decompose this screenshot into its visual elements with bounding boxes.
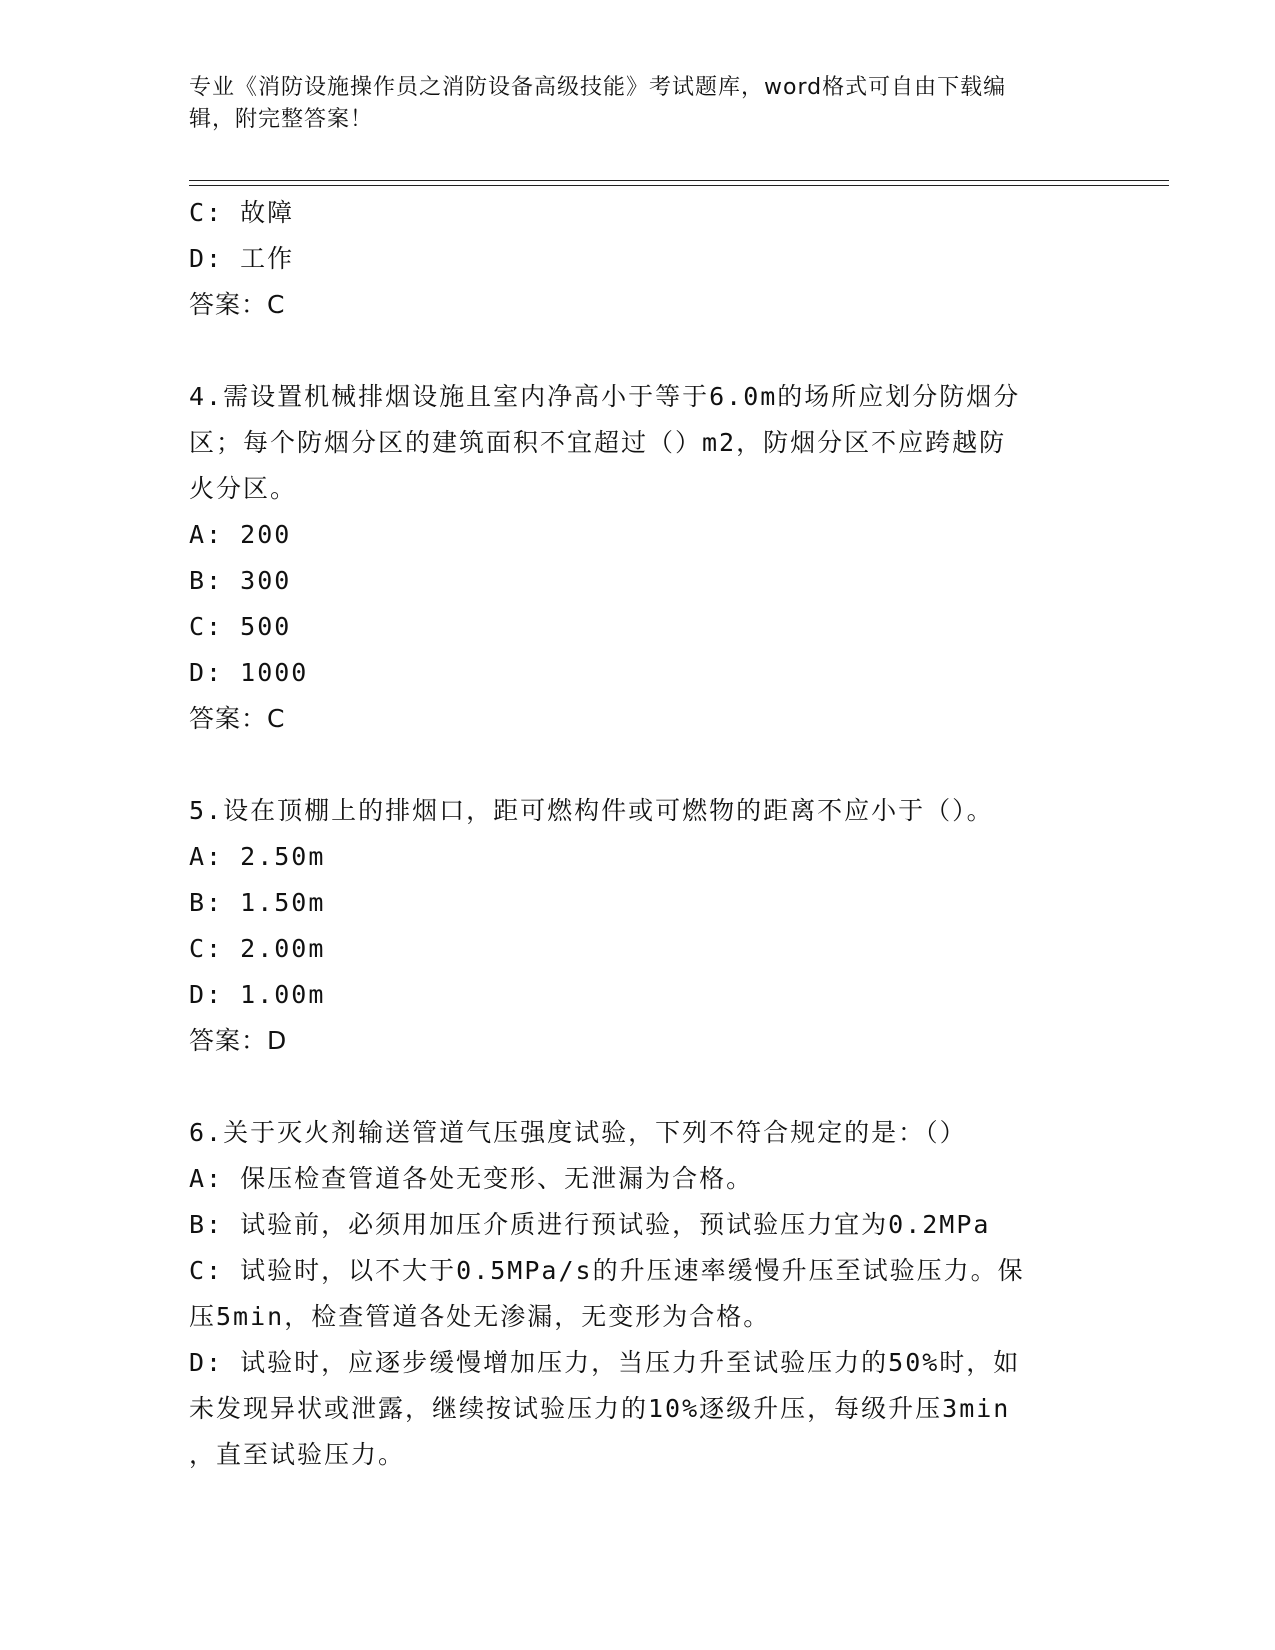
q4-option-c: C: 500 <box>189 612 292 641</box>
q6-stem-line-1: 6.关于灭火剂输送管道气压强度试验，下列不符合规定的是：（） <box>189 1118 967 1147</box>
header-divider-top <box>189 180 1169 181</box>
q5-answer: 答案：D <box>189 1026 288 1055</box>
q4-option-d: D: 1000 <box>189 658 309 687</box>
q5-option-d: D: 1.00m <box>189 980 326 1009</box>
prev-option-d: D: 工作 <box>189 244 295 273</box>
q4-answer: 答案：C <box>189 704 286 733</box>
q6-option-d-line-2: 未发现异状或泄露，继续按试验压力的10%逐级升压，每级升压3min <box>189 1394 1011 1423</box>
q6-option-c-line-2: 压5min，检查管道各处无渗漏，无变形为合格。 <box>189 1302 771 1331</box>
q6-option-d-line-1: D: 试验时，应逐步缓慢增加压力，当压力升至试验压力的50%时，如 <box>189 1348 1021 1377</box>
spacer <box>189 328 1089 374</box>
header-divider-bottom <box>189 185 1169 186</box>
q5-option-a: A: 2.50m <box>189 842 326 871</box>
q5-option-b: B: 1.50m <box>189 888 326 917</box>
question-content <box>189 190 1089 1478</box>
q4-option-a: A: 200 <box>189 520 292 549</box>
document-header <box>189 72 1069 136</box>
header-line-1: 专业《消防设施操作员之消防设备高级技能》考试题库，word格式可自由下载编 <box>189 75 1007 100</box>
prev-answer: 答案：C <box>189 290 286 319</box>
q5-stem-line-1: 5.设在顶棚上的排烟口，距可燃构件或可燃物的距离不应小于（）。 <box>189 796 994 825</box>
q6-option-a: A: 保压检查管道各处无变形、无泄漏为合格。 <box>189 1164 754 1193</box>
q4-stem-line-3: 火分区。 <box>189 474 298 503</box>
q6-option-c-line-1: C: 试验时，以不大于0.5MPa/s的升压速率缓慢升压至试验压力。保 <box>189 1256 1025 1285</box>
prev-option-c: C: 故障 <box>189 198 295 227</box>
spacer <box>189 1064 1089 1110</box>
q6-option-b: B: 试验前，必须用加压介质进行预试验，预试验压力宜为0.2MPa <box>189 1210 991 1239</box>
q4-option-b: B: 300 <box>189 566 292 595</box>
q4-stem-line-2: 区；每个防烟分区的建筑面积不宜超过（）m2，防烟分区不应跨越防 <box>189 428 1007 457</box>
q6-option-d-line-3: ，直至试验压力。 <box>189 1440 406 1469</box>
header-line-2: 辑，附完整答案！ <box>189 107 374 132</box>
q4-stem-line-1: 4.需设置机械排烟设施且室内净高小于等于6.0m的场所应划分防烟分 <box>189 382 1021 411</box>
q5-option-c: C: 2.00m <box>189 934 326 963</box>
spacer <box>189 742 1089 788</box>
